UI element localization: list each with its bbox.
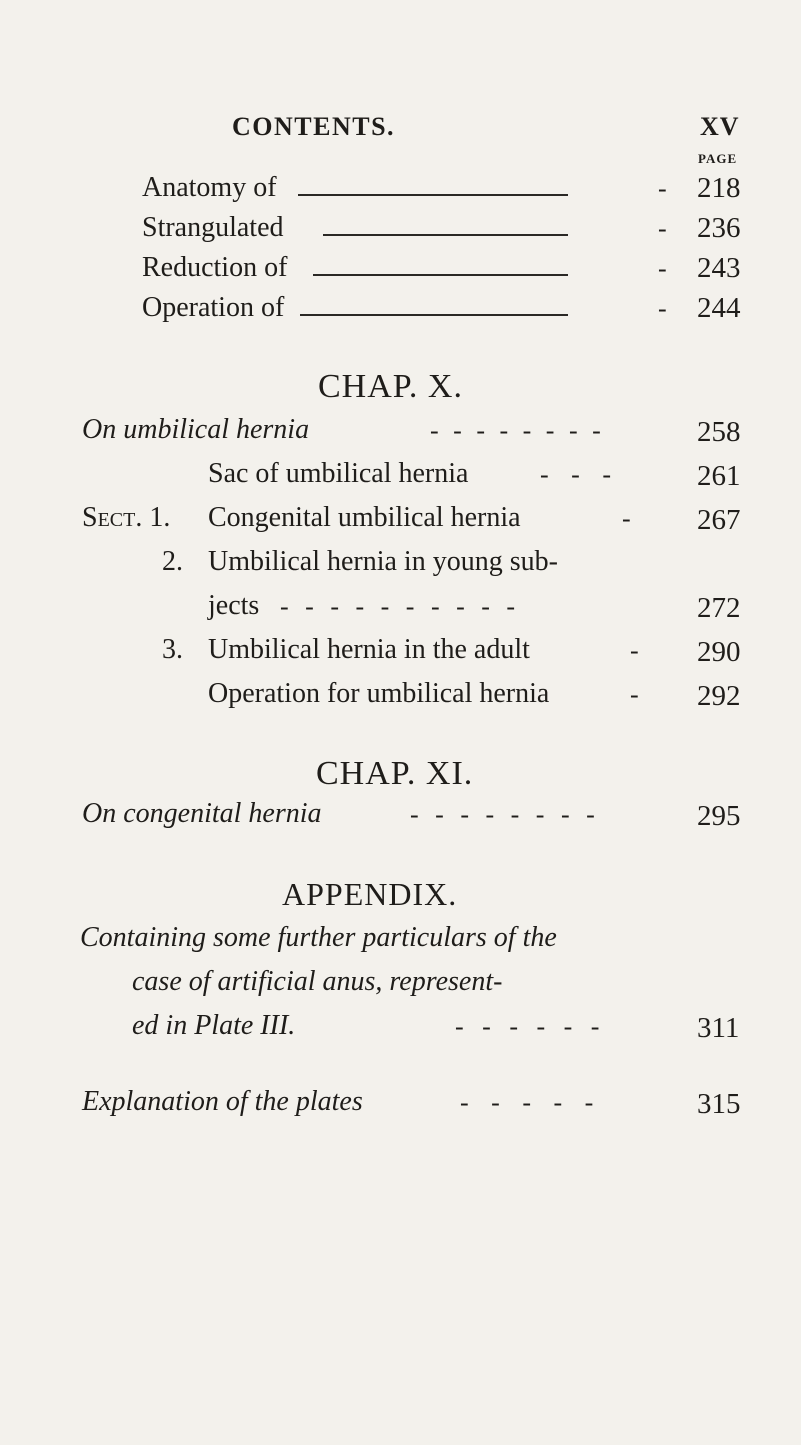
- appendix-heading: APPENDIX.: [282, 876, 458, 912]
- entry-reduction: Reduction of: [142, 252, 288, 283]
- section-label: 2.: [162, 546, 183, 577]
- entry-page: 295: [697, 800, 741, 832]
- entry-page: 292: [697, 680, 741, 712]
- appendix-line: ed in Plate III.: [132, 1010, 296, 1041]
- leader-dashes: - - - - - -: [455, 1012, 606, 1041]
- leader-rule: [298, 194, 568, 196]
- entry-operation-umbilical: Operation for umbilical hernia: [208, 678, 550, 709]
- entry-page: 267: [697, 504, 741, 536]
- leader-rule: [313, 274, 568, 276]
- entry-page: 290: [697, 636, 741, 668]
- leader-rule: [300, 314, 568, 316]
- chapter-heading: CHAP. XI.: [316, 755, 474, 792]
- leader-dashes: -: [630, 636, 639, 665]
- entry-page: 244: [697, 292, 741, 324]
- entry-young-subjects: Umbilical hernia in young sub-: [208, 546, 558, 577]
- entry-page: 218: [697, 172, 741, 204]
- entry-explanation: Explanation of the plates: [82, 1086, 363, 1117]
- entry-page: 243: [697, 252, 741, 284]
- leader-dashes: - - - - - - - -: [410, 800, 600, 829]
- entry-page: 261: [697, 460, 741, 492]
- entry-page: 258: [697, 416, 741, 448]
- entry-strangulated: Strangulated: [142, 212, 284, 243]
- entry-dash: -: [658, 254, 667, 283]
- entry-dash: -: [658, 174, 667, 203]
- entry-dash: -: [658, 294, 667, 323]
- entry-page: 272: [697, 592, 741, 624]
- entry-page: 236: [697, 212, 741, 244]
- page-number: XV: [700, 112, 740, 141]
- appendix-line: Containing some further particulars of the: [80, 922, 557, 953]
- entry-dash: -: [658, 214, 667, 243]
- section-label: 3.: [162, 634, 183, 665]
- chapter-heading: CHAP. X.: [318, 368, 463, 405]
- leader-dashes: - - - - - - - - - -: [280, 592, 521, 621]
- chapter-title: On umbilical hernia: [82, 414, 310, 445]
- appendix-line: case of artificial anus, represent-: [132, 966, 503, 997]
- entry-anatomy: Anatomy of: [142, 172, 277, 203]
- page-header-title: CONTENTS.: [232, 112, 396, 141]
- leader-dashes: -: [630, 680, 639, 709]
- entry-page: 311: [697, 1012, 740, 1044]
- leader-dashes: - - -: [540, 460, 619, 489]
- leader-rule: [323, 234, 568, 236]
- page-column-label: PAGE: [698, 151, 738, 166]
- entry-sac: Sac of umbilical hernia: [208, 458, 469, 489]
- entry-young-subjects-cont: jects: [208, 590, 260, 621]
- entry-operation: Operation of: [142, 292, 285, 323]
- entry-page: 315: [697, 1088, 741, 1120]
- entry-congenital-umbilical: Congenital umbilical hernia: [208, 502, 521, 533]
- section-label: Sect. 1.: [82, 502, 171, 533]
- leader-dashes: -: [622, 504, 631, 533]
- entry-adult: Umbilical hernia in the adult: [208, 634, 530, 665]
- chapter-title: On congenital hernia: [82, 798, 322, 829]
- leader-dashes: - - - - - - - -: [430, 416, 605, 445]
- leader-dashes: - - - - -: [460, 1088, 602, 1117]
